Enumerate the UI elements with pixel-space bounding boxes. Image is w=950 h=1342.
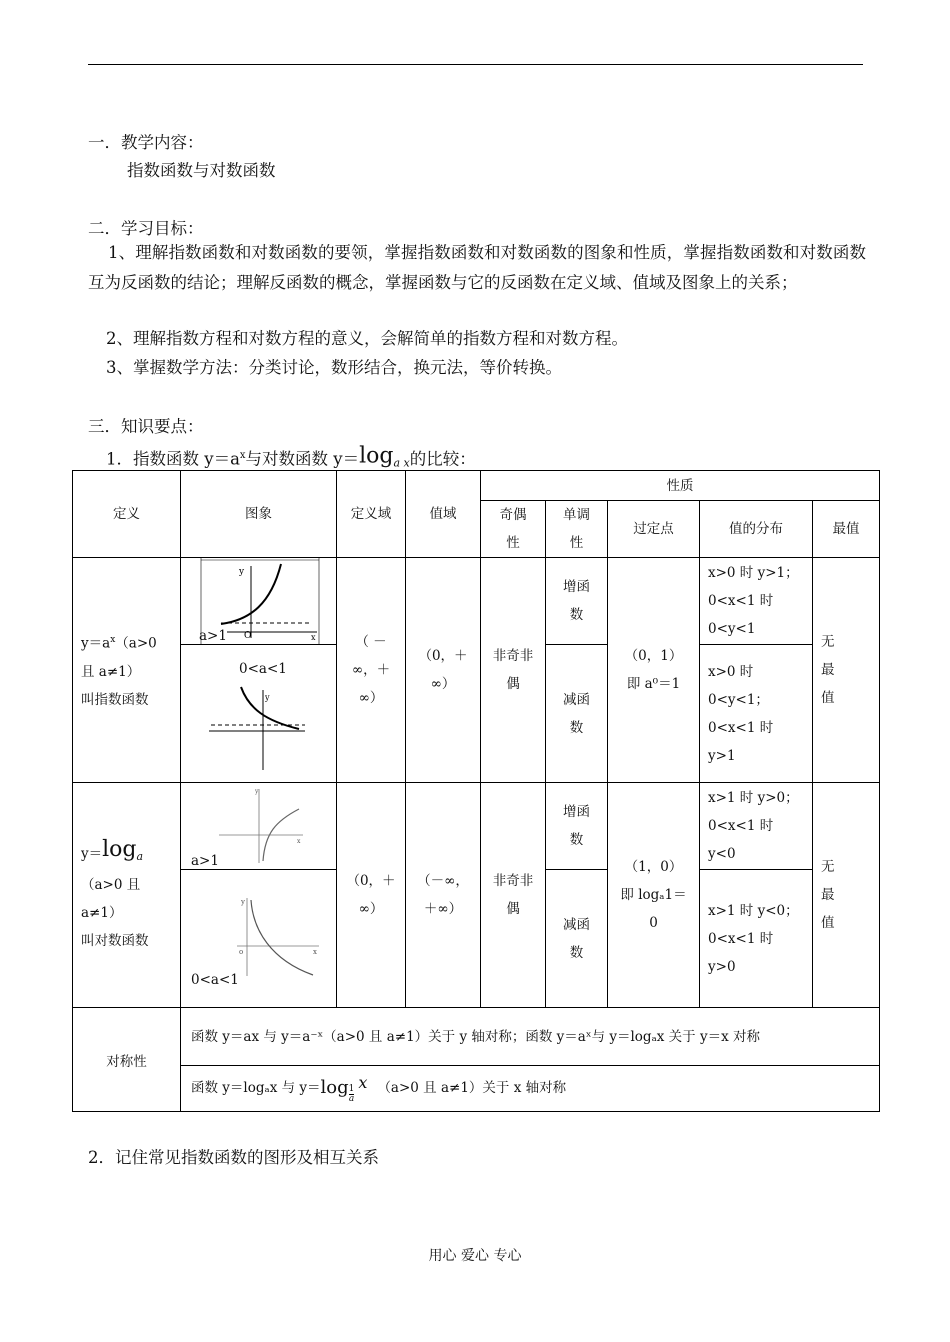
goal-1: 1、理解指数函数和对数函数的要领，掌握指数函数和对数函数的图象和性质，掌握指数函数和对数函数互为反函数的结论；理解反函数的概念，掌握函数与它的反函数在定义域、值域及图象上的关系； <box>88 243 866 292</box>
goal-2: 2、理解指数方程和对数方程的意义，会解简单的指数方程和对数方程。 <box>106 329 628 348</box>
exp-range: （0，＋∞） <box>406 558 481 783</box>
svg-text:x: x <box>313 948 317 956</box>
header-properties: 性质 <box>481 471 880 501</box>
header-definition: 定义 <box>73 471 181 558</box>
exp-fixed-point: （0，1）即 a⁰＝1 <box>608 558 700 783</box>
header-fixed-point: 过定点 <box>608 501 700 558</box>
header-domain: 定义域 <box>337 471 406 558</box>
log-label-a-gt-1: a>1 <box>191 853 219 869</box>
svg-text:x: x <box>297 838 301 845</box>
exp-graph-a-gt-1 <box>181 558 337 645</box>
exp-monotonic-gt-1: 增函数 <box>546 558 608 645</box>
goal-3: 3、掌握数学方法：分类讨论，数形结合，换元法，等价转换。 <box>106 358 562 377</box>
symmetry-row-1: 函数 y＝ax 与 y＝a⁻ˣ（a>0 且 a≠1）关于 y 轴对称；函数 y＝aˣ与 y＝logₐx 关于 y＝x 对称 <box>181 1008 880 1066</box>
symmetry-row-2: 函数 y＝logₐx 与 y＝log $\frac{1}{a}$ x （a>0 且 a≠1）关于 x 轴对称 <box>181 1066 880 1112</box>
exp-definition: $y=a^x(a>0$ 且 a≠1） 叫指数函数 <box>73 558 181 783</box>
section-2-title: 二．学习目标： <box>88 219 204 238</box>
header-value-distribution: 值的分布 <box>700 501 813 558</box>
log-parity: 非奇非偶 <box>481 783 546 1008</box>
exp-monotonic-lt-1: 减函数 <box>546 645 608 783</box>
section-1-title: 一．教学内容： <box>88 133 204 152</box>
footer: 用心 爱心 专心 <box>428 1248 522 1264</box>
log-monotonic-gt-1: 增函数 <box>546 783 608 870</box>
section-3-title: 三．知识要点： <box>88 417 204 436</box>
log-fixed-point: （1，0）即 logₐ1＝0 <box>608 783 700 1008</box>
header-rule <box>88 64 863 65</box>
comparison-table <box>72 470 880 1112</box>
svg-text:o: o <box>239 948 244 956</box>
svg-text:y: y <box>255 788 259 795</box>
exp-graph-a-lt-1 <box>181 645 337 783</box>
section-1-content: 指数函数与对数函数 <box>127 161 276 180</box>
log-range: （－∞，＋∞） <box>406 783 481 1008</box>
log-distribution-lt-1: x>1 时 y<0； 0<x<1 时 y>0 <box>700 870 813 1008</box>
svg-text:O: O <box>244 631 252 641</box>
log-graph-a-lt-1 <box>181 870 337 1008</box>
header-graph: 图象 <box>181 471 337 558</box>
log-graph-a-gt-1 <box>181 783 337 870</box>
comparison-heading: 1．指数函数 $y=a^x$与对数函数 y＝loga x的比较： <box>106 443 476 470</box>
exp-label-a-gt-1: a>1 <box>199 628 227 644</box>
exp-label-a-lt-1: 0<a<1 <box>239 661 287 677</box>
log-distribution-gt-1: x>1 时 y>0； 0<x<1 时 y<0 <box>700 783 813 870</box>
exp-extreme: 无 最值 <box>813 558 880 783</box>
svg-text:y: y <box>241 898 245 906</box>
log-extreme: 无 最值 <box>813 783 880 1008</box>
header-monotonic: 单调性 <box>546 501 608 558</box>
exp-distribution-lt-1: x>0 时 0<y<1； 0<x<1 时 y>1 <box>700 645 813 783</box>
exp-distribution-gt-1: x>0 时 y>1； 0<x<1 时 0<y<1 <box>700 558 813 645</box>
log-definition: y＝loga （a>0 且 a≠1） 叫对数函数 <box>73 783 181 1008</box>
header-range: 值域 <box>406 471 481 558</box>
log-label-a-lt-1: 0<a<1 <box>191 972 239 988</box>
log-domain: （0，＋∞） <box>337 783 406 1008</box>
header-extreme: 最值 <box>813 501 880 558</box>
exp-domain: （ －∞，＋∞） <box>337 558 406 783</box>
svg-text:x: x <box>311 633 316 642</box>
svg-text:y: y <box>239 567 245 577</box>
header-parity: 奇偶性 <box>481 501 546 558</box>
svg-text:y: y <box>265 693 270 702</box>
section-3-item-2: 2．记住常见指数函数的图形及相互关系 <box>88 1148 379 1167</box>
log-monotonic-lt-1: 减函数 <box>546 870 608 1008</box>
symmetry-label: 对称性 <box>73 1008 181 1112</box>
exp-parity: 非奇非偶 <box>481 558 546 783</box>
